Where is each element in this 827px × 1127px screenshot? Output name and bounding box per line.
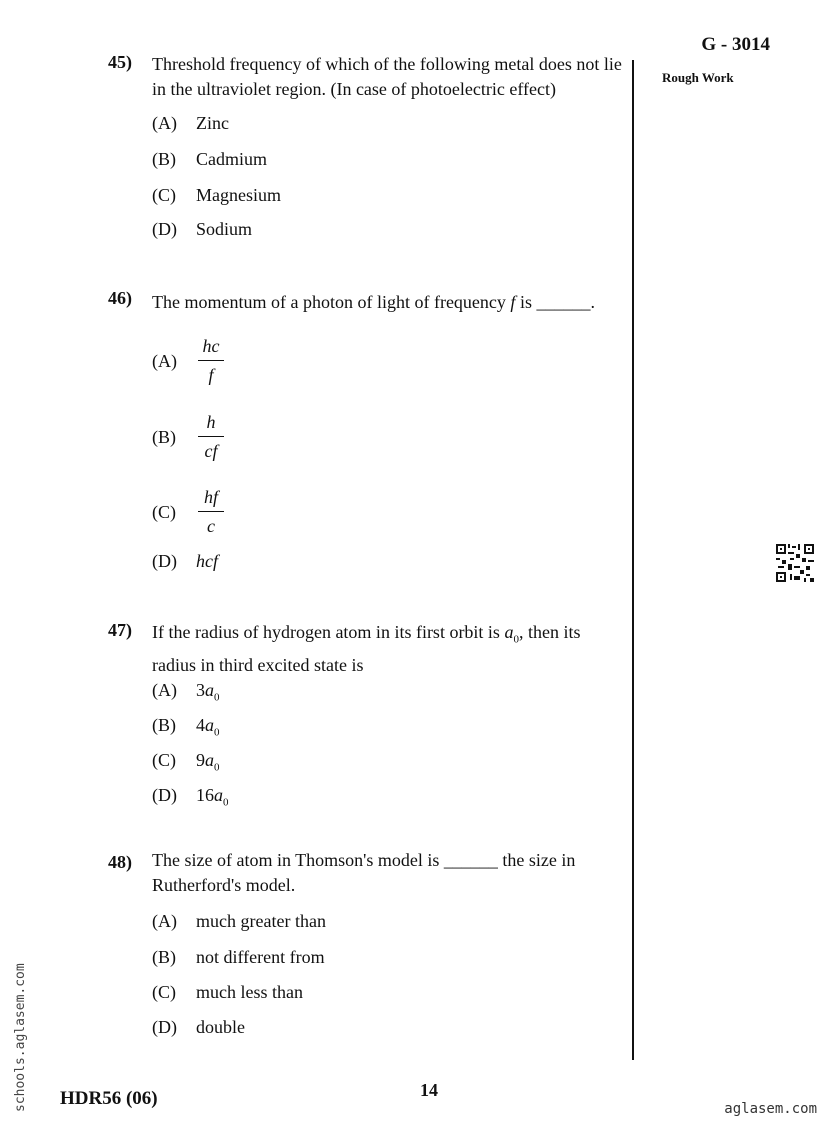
- fraction-bar: [198, 360, 224, 361]
- question-45-number: 45): [108, 52, 132, 72]
- option-label: (A): [152, 911, 177, 931]
- frequency-symbol: f: [510, 292, 516, 312]
- option-text: hcf: [196, 551, 218, 571]
- question-46-number: 46): [108, 288, 132, 308]
- fraction-bar: [198, 436, 224, 437]
- option-text: Cadmium: [196, 149, 267, 169]
- option-text: Magnesium: [196, 185, 281, 205]
- fraction-numerator: hc: [202, 336, 220, 356]
- option-sub: 0: [214, 691, 220, 704]
- fraction-denominator: f: [208, 365, 214, 385]
- column-divider: [632, 60, 634, 1060]
- paper-code-footer: HDR56 (06): [60, 1088, 158, 1109]
- question-48-option-d: [152, 1014, 245, 1040]
- fraction-denominator: c: [207, 516, 215, 536]
- option-label: (A): [152, 351, 177, 371]
- option-label: (B): [152, 947, 176, 967]
- option-coef: 3: [196, 680, 205, 700]
- question-47-text-after: , then its radius in third excited state is: [152, 622, 581, 675]
- question-47-option-a: [152, 677, 220, 703]
- fraction-bar: [198, 511, 224, 512]
- question-45-option-d: [152, 216, 252, 242]
- question-47-option-c: [152, 747, 220, 773]
- side-watermark: schools.aglasem.com: [13, 963, 28, 1112]
- question-47-text: [152, 620, 624, 678]
- question-46-option-d: [152, 548, 218, 574]
- option-var: a: [214, 785, 223, 805]
- option-label: (D): [152, 1017, 177, 1037]
- option-text: Zinc: [196, 113, 229, 133]
- question-45-option-c: [152, 182, 281, 208]
- question-47-option-b: [152, 712, 220, 738]
- option-label: (B): [152, 149, 176, 169]
- option-coef: 9: [196, 750, 205, 770]
- option-label: (C): [152, 982, 176, 1002]
- option-sub: 0: [223, 796, 229, 809]
- radius-symbol: a: [504, 622, 514, 642]
- option-label: (C): [152, 185, 176, 205]
- question-48-number: 48): [108, 852, 132, 872]
- option-label: (D): [152, 219, 177, 239]
- question-45-text: Threshold frequency of which of the following metal does not lie in the ultraviolet region. (In case of photoelectric effect): [152, 54, 622, 99]
- page-number: 14: [420, 1080, 438, 1100]
- option-sub: 0: [214, 726, 220, 739]
- fraction: [198, 333, 224, 388]
- question-46-text-after: is ______.: [519, 292, 595, 312]
- option-text: not different from: [196, 947, 325, 967]
- option-sub: 0: [214, 761, 220, 774]
- option-label: (D): [152, 551, 177, 571]
- option-label: (C): [152, 750, 176, 770]
- option-var: a: [205, 715, 214, 735]
- fraction-numerator: h: [206, 412, 216, 432]
- option-label: (B): [152, 715, 176, 735]
- radius-subscript: 0: [513, 633, 519, 646]
- option-text: much less than: [196, 982, 303, 1002]
- option-var: a: [205, 680, 214, 700]
- question-45-option-b: [152, 146, 267, 172]
- qr-code-icon: [776, 544, 814, 582]
- fraction: [198, 409, 224, 464]
- question-47-option-d: [152, 782, 229, 808]
- question-48-text: The size of atom in Thomson's model is ______ the size in Rutherford's model.: [152, 850, 576, 895]
- question-46-text-before: The momentum of a photon of light of frequency: [152, 292, 506, 312]
- bottom-watermark: aglasem.com: [724, 1101, 817, 1117]
- option-label: (A): [152, 113, 177, 133]
- fraction-denominator: cf: [204, 441, 218, 461]
- paper-code-header: G - 3014: [701, 34, 770, 55]
- question-47-number: 47): [108, 620, 132, 640]
- question-48-option-b: [152, 944, 325, 970]
- option-label: (D): [152, 785, 177, 805]
- option-var: a: [205, 750, 214, 770]
- option-label: (C): [152, 502, 176, 522]
- option-text: much greater than: [196, 911, 326, 931]
- question-45-option-a: [152, 110, 229, 136]
- question-48-option-a: [152, 908, 326, 934]
- option-coef: 16: [196, 785, 214, 805]
- option-text: Sodium: [196, 219, 253, 239]
- option-label: (B): [152, 427, 176, 447]
- rough-work-label: Rough Work: [662, 70, 734, 85]
- option-text: double: [196, 1017, 245, 1037]
- option-label: (A): [152, 680, 177, 700]
- question-48-option-c: [152, 979, 303, 1005]
- question-47-text-before: If the radius of hydrogen atom in its first orbit is: [152, 622, 500, 642]
- question-46-text: [152, 290, 624, 315]
- fraction: [198, 484, 224, 539]
- option-coef: 4: [196, 715, 205, 735]
- fraction-numerator: hf: [203, 487, 218, 507]
